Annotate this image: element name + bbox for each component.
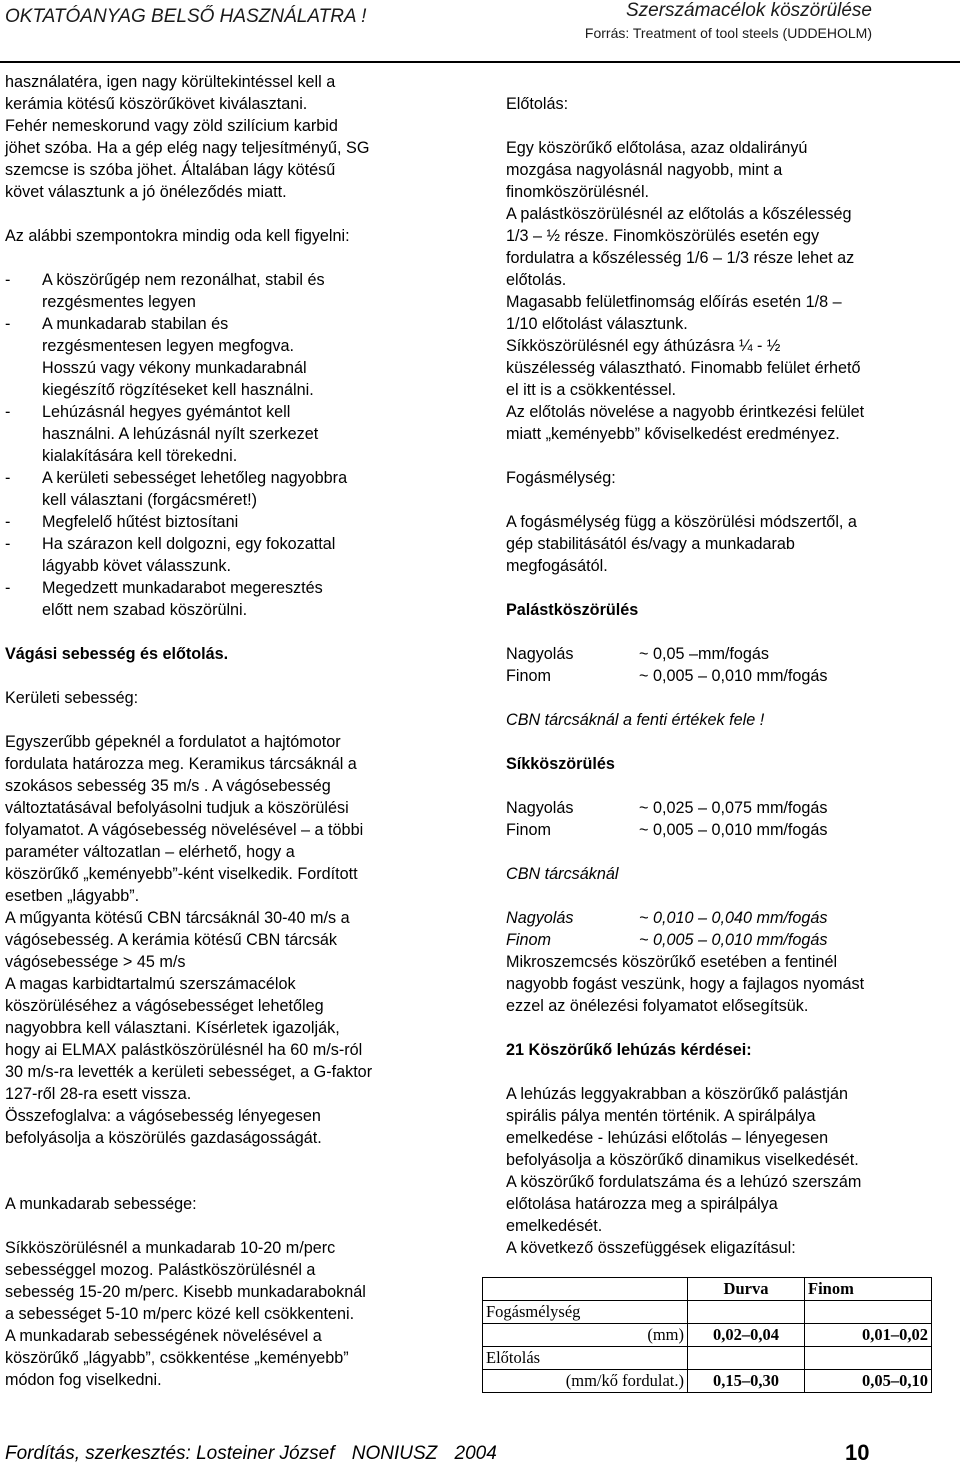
table-cell xyxy=(688,1347,805,1370)
text-line: szokásos sebesség 35 m/s . A vágósebesség xyxy=(5,777,331,795)
subsection-title: A munkadarab sebessége: xyxy=(5,1195,197,1213)
text-line: követ választunk a jó önéleződés miatt. xyxy=(5,183,287,201)
text-line: Egyszerűbb gépeknél a fordulatot a hajtómotor xyxy=(5,733,341,751)
table-row xyxy=(483,1324,932,1347)
text-line: 1/10 előtolást választunk. xyxy=(506,315,688,333)
table-cell: Durva xyxy=(688,1278,805,1301)
text-line: gép stabilitásától és/vagy a munkadarab xyxy=(506,535,795,553)
row-label: Nagyolás xyxy=(506,645,574,663)
header-divider xyxy=(0,61,960,63)
list-item xyxy=(5,401,460,467)
value-row xyxy=(506,929,946,951)
dressing-table xyxy=(482,1277,932,1393)
list-dash: - xyxy=(5,469,11,487)
text-line: lágyabb követ válasszunk. xyxy=(42,557,231,575)
list-dash: - xyxy=(5,271,11,289)
text-line: Megedzett munkadarabot megeresztés xyxy=(42,579,323,597)
text-line: megfogásától. xyxy=(506,557,608,575)
text-line: Megfelelő hűtést biztosítani xyxy=(42,513,239,531)
text-line: Síkköszörülésnél a munkadarab 10-20 m/perc xyxy=(5,1239,336,1257)
text-line: szemcse is szóba jöhet. Általában lágy kötésű xyxy=(5,161,336,179)
text-line: vágósebesség. A kerámia kötésű CBN tárcsák xyxy=(5,931,338,949)
text-line: A következő összefüggések eligazításul: xyxy=(506,1239,796,1257)
table-cell: Előtolás xyxy=(483,1347,688,1370)
row-value: ~ 0,010 – 0,040 mm/fogás xyxy=(639,909,828,927)
text-line: nagyobbra kell választani. Kísérletek igazolják, xyxy=(5,1019,340,1037)
text-line: A műgyanta kötésű CBN tárcsáknál 30-40 m/s a xyxy=(5,909,350,927)
row-value: ~ 0,005 – 0,010 mm/fogás xyxy=(639,931,828,949)
table-cell: 0,01–0,02 xyxy=(805,1324,932,1347)
intro-paragraph xyxy=(5,71,460,203)
text-line: Magasabb felületfinomság előírás esetén 1/8 – xyxy=(506,293,842,311)
document-title: Szerszámacélok köszörülése xyxy=(625,0,872,21)
value-row xyxy=(506,797,946,819)
text-line: kell választani (forgácsméret!) xyxy=(42,491,258,509)
cbn-note: CBN tárcsáknál a fenti értékek fele ! xyxy=(506,711,765,729)
text-line: A köszörűgép nem rezonálhat, stabil és xyxy=(42,271,325,289)
list-item xyxy=(5,467,460,511)
text-line: előtolása határozza meg a spirálpálya xyxy=(506,1195,778,1213)
table-cell: (mm/kő fordulat.) xyxy=(483,1370,688,1393)
text-line: emelkedését. xyxy=(506,1217,603,1235)
text-line: Egy köszörűkő előtolása, azaz oldalirányú xyxy=(506,139,808,157)
value-row xyxy=(506,643,946,665)
requirements-list xyxy=(5,269,460,621)
table-cell: 0,15–0,30 xyxy=(688,1370,805,1393)
footer xyxy=(5,1443,509,1465)
header-right xyxy=(585,0,872,41)
text-line: 127-ről 28-ra esett vissza. xyxy=(5,1085,192,1103)
text-line: esetben „lágyabb”. xyxy=(5,887,140,905)
table-row xyxy=(483,1347,932,1370)
text-line: emelkedése - lehúzási előtolás – lényegesen xyxy=(506,1129,829,1147)
value-row xyxy=(506,819,946,841)
subsection-title: Előtolás: xyxy=(506,95,569,113)
text-line: Hosszú vagy vékony munkadarabnál xyxy=(42,359,307,377)
text-line: finomköszörülésnél. xyxy=(506,183,650,201)
text-line: használatéra, igen nagy körültekintéssel kell a xyxy=(5,73,336,91)
text-line: spirális pálya mentén történik. A spirálpálya xyxy=(506,1107,816,1125)
list-item xyxy=(5,511,460,533)
table-cell xyxy=(805,1301,932,1324)
text-line: rezgésmentesen legyen megfogva. xyxy=(42,337,294,355)
list-item xyxy=(5,577,460,621)
value-row xyxy=(506,665,946,687)
text-line: jöhet szóba. Ha a gép elég nagy teljesítményű, SG xyxy=(5,139,370,157)
text-line: A köszörűkő fordulatszáma és a lehúzó szerszám xyxy=(506,1173,862,1191)
value-row xyxy=(506,907,946,929)
text-line: A kerületi sebességet lehetőleg nagyobbra xyxy=(42,469,348,487)
text-line: folyamatot. A vágósebesség növelésével – a többi xyxy=(5,821,364,839)
subsection-title: CBN tárcsáknál xyxy=(506,865,619,883)
left-column xyxy=(5,71,460,1391)
row-value: ~ 0,025 – 0,075 mm/fogás xyxy=(639,799,828,817)
footer-org: NONIUSZ xyxy=(351,1443,438,1464)
text-line: küszélesség választható. Finomabb felület érhető xyxy=(506,359,861,377)
depth-paragraph xyxy=(506,511,946,577)
list-dash: - xyxy=(5,403,11,421)
text-line: előtolás. xyxy=(506,271,567,289)
text-line: fordulatra a kőszélesség 1/6 – 1/3 része lehet az xyxy=(506,249,855,267)
footer-credit: Fordítás, szerkesztés: Losteiner József xyxy=(5,1443,335,1464)
table-cell xyxy=(483,1278,688,1301)
text-line: A palástköszörülésnél az előtolás a kőszélesség xyxy=(506,205,852,223)
text-line: sebességgel mozog. Palástköszörülésnél a xyxy=(5,1261,316,1279)
document-source: Forrás: Treatment of tool steels (UDDEHOLM) xyxy=(584,25,872,41)
subsection-title: Palástköszörülés xyxy=(506,601,639,619)
subsection-title: Fogásmélység: xyxy=(506,469,616,487)
text-line: Az előtolás növelése a nagyobb érintkezési felület xyxy=(506,403,865,421)
text-line: hogy ai ELMAX palástköszörülésnél ha 60 m/s-ról xyxy=(5,1041,363,1059)
text-line: befolyásolja a köszörülés gazdaságosságát. xyxy=(5,1129,322,1147)
text-line: Lehúzásnál hegyes gyémántot kell xyxy=(42,403,291,421)
text-line: köszörűkő „keményebb”-ként viselkedik. Fordított xyxy=(5,865,358,883)
text-line: sebesség 15-20 m/perc. Kisebb munkadaraboknál xyxy=(5,1283,366,1301)
table-header-row xyxy=(483,1278,932,1301)
list-dash: - xyxy=(5,513,11,531)
table-cell: 0,05–0,10 xyxy=(805,1370,932,1393)
text-line: a sebességet 5-10 m/perc közé kell csökkenteni. xyxy=(5,1305,355,1323)
list-item xyxy=(5,269,460,313)
text-line: befolyásolja a köszörűkő dinamikus viselkedését. xyxy=(506,1151,859,1169)
table-row xyxy=(483,1301,932,1324)
attention-heading: Az alábbi szempontokra mindig oda kell figyelni: xyxy=(5,227,350,245)
text-line: vágósebessége > 45 m/s xyxy=(5,953,186,971)
text-line: kerámia kötésű köszörűkövet kiválasztani. xyxy=(5,95,308,113)
section-title: Vágási sebesség és előtolás. xyxy=(5,645,229,663)
footer-year: 2004 xyxy=(454,1443,497,1464)
cutting-speed-paragraph xyxy=(5,731,460,1149)
table-cell: Fogásmélység xyxy=(483,1301,688,1324)
text-line: A magas karbidtartalmú szerszámacélok xyxy=(5,975,296,993)
list-dash: - xyxy=(5,315,11,333)
row-label: Finom xyxy=(506,821,551,839)
text-line: használni. A lehúzásnál nyílt szerkezet xyxy=(42,425,319,443)
text-line: miatt „keményebb” kőviselkedést eredményez. xyxy=(506,425,840,443)
text-line: köszörüléséhez a vágósebességet lehetőleg xyxy=(5,997,324,1015)
text-line: nagyobb fogást veszünk, hogy a fajlagos nyomást xyxy=(506,975,865,993)
row-label: Finom xyxy=(506,931,551,949)
subsection-title: Kerületi sebesség: xyxy=(5,689,139,707)
text-line: 30 m/s-ra levették a kerületi sebességet, a G-faktor xyxy=(5,1063,373,1081)
text-line: mozgása nagyolásnál nagyobb, mint a xyxy=(506,161,783,179)
micro-paragraph xyxy=(506,951,946,1017)
table-cell: 0,02–0,04 xyxy=(688,1324,805,1347)
list-item xyxy=(5,313,460,401)
text-line: kiegészítő rögzítéseket kell használni. xyxy=(42,381,314,399)
row-value: ~ 0,005 – 0,010 mm/fogás xyxy=(639,821,828,839)
text-line: 1/3 – ½ része. Finomköszörülés esetén egy xyxy=(506,227,820,245)
text-line: Összefoglalva: a vágósebesség lényegesen xyxy=(5,1107,321,1125)
text-line: A lehúzás leggyakrabban a köszörűkő palástján xyxy=(506,1085,848,1103)
header-label: OKTATÓANYAG BELSŐ HASZNÁLATRA ! xyxy=(5,6,367,27)
text-line: fordulata határozza meg. Keramikus tárcsáknál a xyxy=(5,755,357,773)
text-line: előtt nem szabad köszörülni. xyxy=(42,601,248,619)
text-line: változtatásával befolyásolni tudjuk a köszörülési xyxy=(5,799,349,817)
subsection-title: Síkköszörülés xyxy=(506,755,615,773)
table-row xyxy=(483,1370,932,1393)
text-line: módon fog viselkedni. xyxy=(5,1371,162,1389)
text-line: Fehér nemeskorund vagy zöld szilícium karbid xyxy=(5,117,338,135)
text-line: A munkadarab sebességének növelésével a xyxy=(5,1327,322,1345)
text-line: Ha szárazon kell dolgozni, egy fokozattal xyxy=(42,535,336,553)
table-cell: Finom xyxy=(805,1278,932,1301)
list-item xyxy=(5,533,460,577)
table-cell: (mm) xyxy=(483,1324,688,1347)
text-line: ezzel az önélezési folyamatot elősegítsük. xyxy=(506,997,809,1015)
text-line: paraméter változatlan – elérhető, hogy a xyxy=(5,843,295,861)
table-cell xyxy=(805,1347,932,1370)
text-line: A fogásmélység függ a köszörülési módszertől, a xyxy=(506,513,857,531)
text-line: A munkadarab stabilan és xyxy=(42,315,229,333)
subsection-title: 21 Köszörűkő lehúzás kérdései: xyxy=(506,1041,752,1059)
dressing-paragraph xyxy=(506,1083,946,1259)
row-value: ~ 0,05 –mm/fogás xyxy=(639,645,770,663)
row-label: Nagyolás xyxy=(506,909,574,927)
text-line: el itt is a csökkentéssel. xyxy=(506,381,677,399)
page-number: 10 xyxy=(845,1440,870,1465)
text-line: köszörűkő „lágyabb”, csökkentése „keményebb” xyxy=(5,1349,349,1367)
workpiece-speed-paragraph xyxy=(5,1237,460,1391)
row-value: ~ 0,005 – 0,010 mm/fogás xyxy=(639,667,828,685)
text-line: rezgésmentes legyen xyxy=(42,293,196,311)
text-line: Síkköszörülésnél egy áthúzásra ¼ - ½ xyxy=(506,337,781,355)
right-column xyxy=(486,71,946,1393)
list-dash: - xyxy=(5,535,11,553)
list-dash: - xyxy=(5,579,11,597)
row-label: Nagyolás xyxy=(506,799,574,817)
feed-paragraph xyxy=(506,137,946,445)
text-line: Mikroszemcsés köszörűkő esetében a fentinél xyxy=(506,953,838,971)
table-cell xyxy=(688,1301,805,1324)
row-label: Finom xyxy=(506,667,551,685)
text-line: kialakítására kell törekedni. xyxy=(42,447,238,465)
